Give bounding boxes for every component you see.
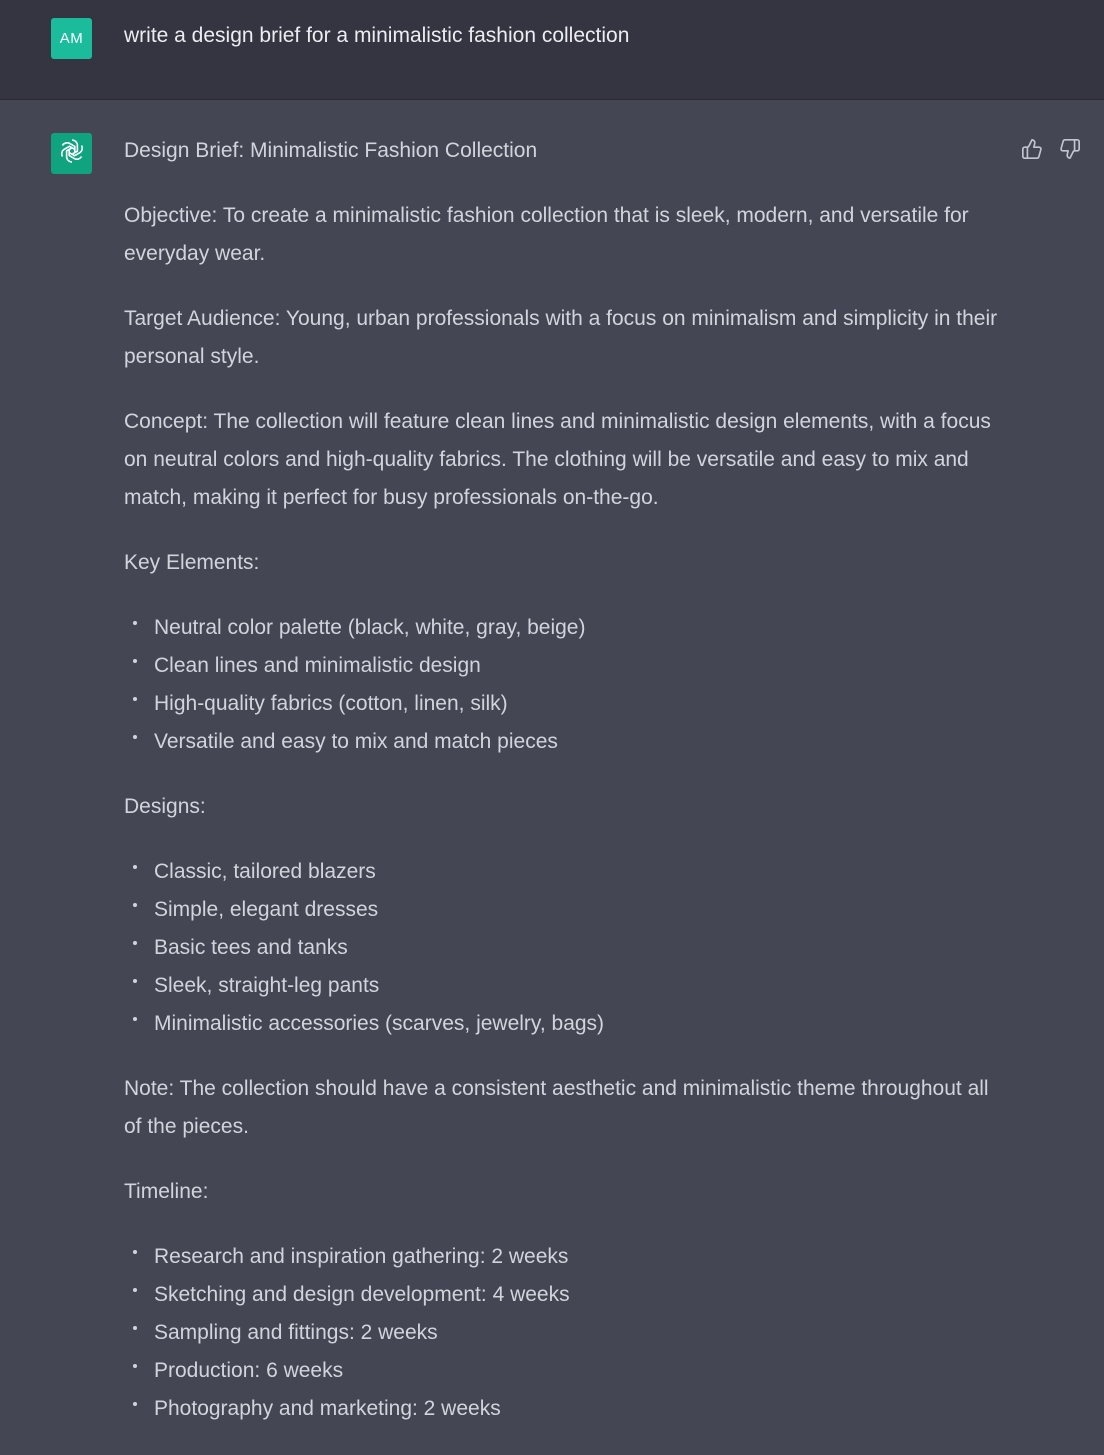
list-item: Sketching and design development: 4 weeks [124,1276,1004,1314]
list-item: Research and inspiration gathering: 2 weeks [124,1238,1004,1276]
openai-logo-icon [57,136,87,171]
timeline-list [124,1238,1004,1428]
user-message-row [0,0,1104,100]
assistant-message-content [124,132,1004,1455]
brief-title: Design Brief: Minimalistic Fashion Collection [124,139,538,162]
list-item: Clean lines and minimalistic design [124,647,1004,685]
list-item: Sampling and fittings: 2 weeks [124,1314,1004,1352]
assistant-message-row [0,101,1104,1446]
list-item: Photography and marketing: 2 weeks [124,1390,1004,1428]
key-elements-heading: Key Elements: [124,551,260,574]
key-elements-list [124,609,1004,761]
feedback-buttons [1020,137,1082,161]
brief-note: Note: The collection should have a consistent aesthetic and minimalistic theme throughout all of the pieces. [124,1077,989,1138]
thumbs-down-icon[interactable] [1058,137,1082,161]
list-item: High-quality fabrics (cotton, linen, silk) [124,685,1004,723]
assistant-avatar [51,133,92,174]
brief-target-audience: Target Audience: Young, urban professionals with a focus on minimalism and simplicity in their personal style. [124,307,998,368]
timeline-heading: Timeline: [124,1180,209,1203]
list-item: Minimalistic accessories (scarves, jewelry, bags) [124,1005,1004,1043]
list-item: Neutral color palette (black, white, gray, beige) [124,609,1004,647]
user-avatar-initials: AM [59,30,84,47]
list-item: Versatile and easy to mix and match pieces [124,723,1004,761]
designs-heading: Designs: [124,795,206,818]
list-item: Sleek, straight-leg pants [124,967,1004,1005]
designs-list [124,853,1004,1043]
list-item: Basic tees and tanks [124,929,1004,967]
brief-objective: Objective: To create a minimalistic fashion collection that is sleek, modern, and versatile for everyday wear. [124,204,969,265]
list-item: Simple, elegant dresses [124,891,1004,929]
brief-concept: Concept: The collection will feature clean lines and minimalistic design elements, with a focus on neutral colors and high-quality fabrics. The clothing will be versatile and easy to mix and match, making it perfect for busy professionals on-the-go. [124,410,991,509]
list-item: Classic, tailored blazers [124,853,1004,891]
thumbs-up-icon[interactable] [1020,137,1044,161]
user-message-text: write a design brief for a minimalistic fashion collection [124,24,630,47]
list-item: Production: 6 weeks [124,1352,1004,1390]
user-avatar [51,18,92,59]
